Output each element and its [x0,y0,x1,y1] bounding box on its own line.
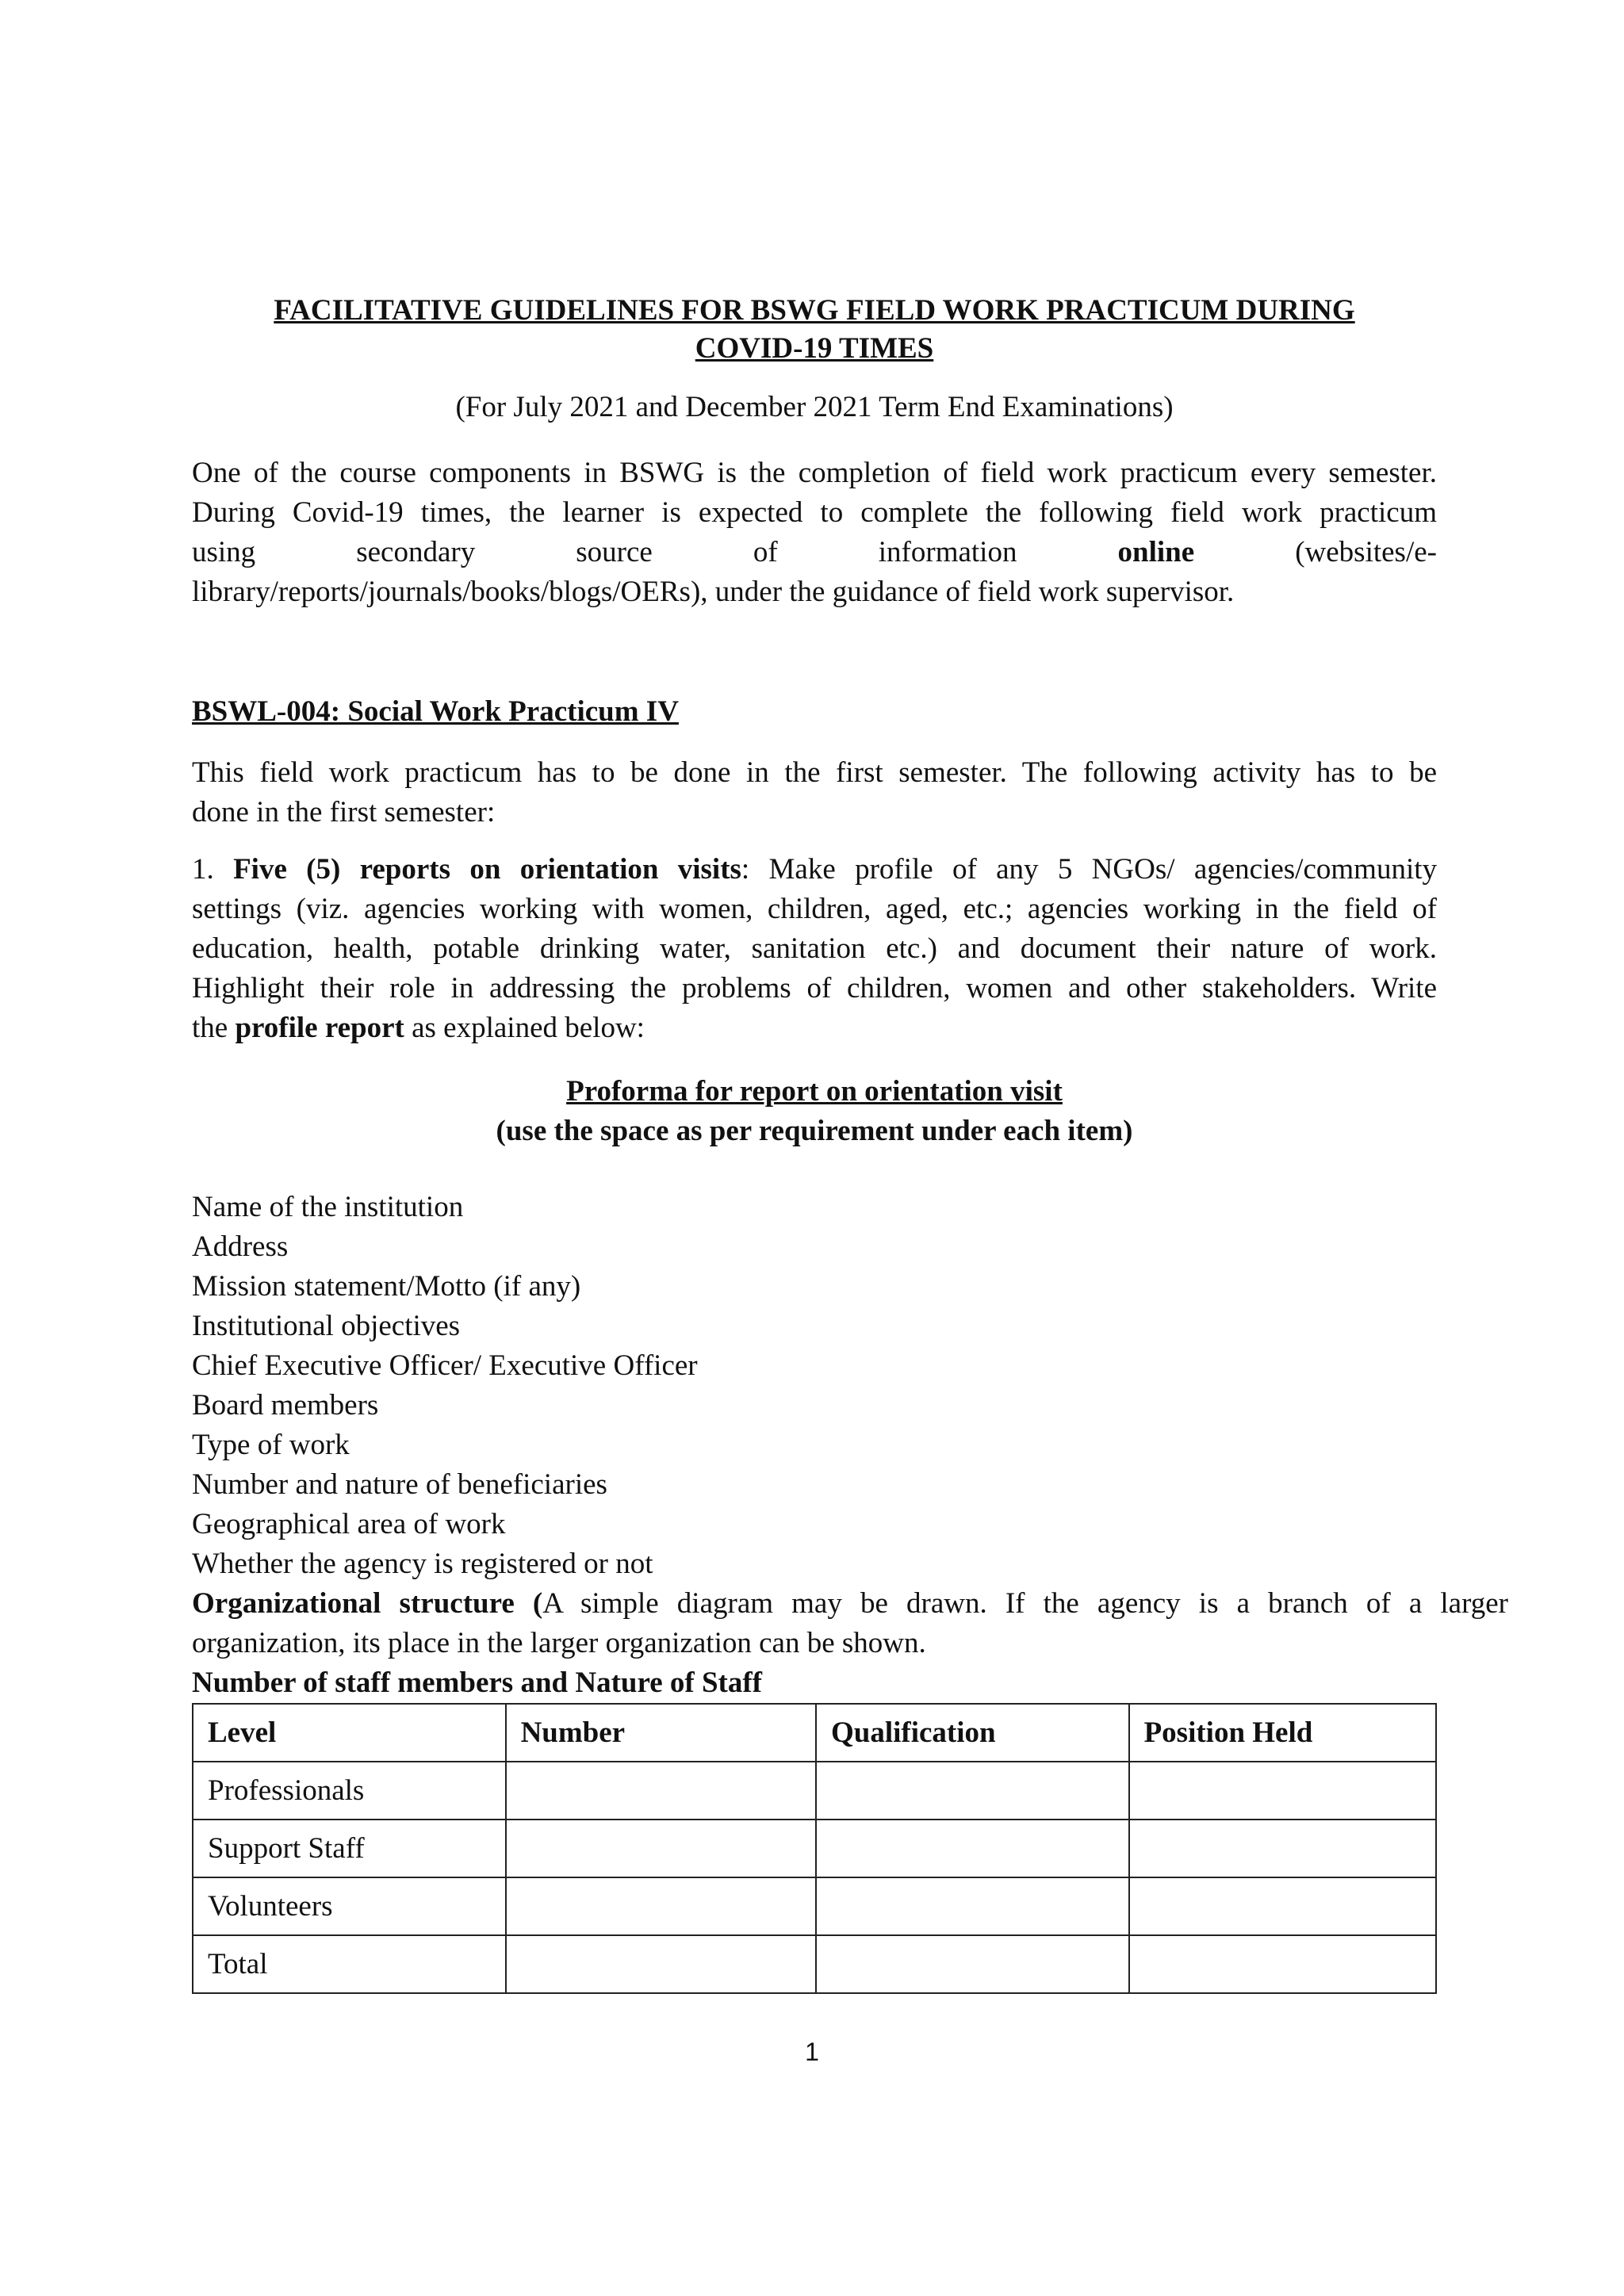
intro-line-3-text: using secondary source of information [192,536,1118,568]
proforma-subtitle: (use the space as per requirement under each item) [496,1115,1133,1147]
table-cell [816,1820,1129,1877]
table-cell [506,1877,816,1935]
table-row [193,1877,1436,1935]
header-position-held: Position Held [1129,1704,1436,1762]
title-line-1: FACILITATIVE GUIDELINES FOR BSWG FIELD WORK PRACTICUM DURING [274,294,1355,327]
table-header-row [193,1704,1436,1762]
org-structure-bold: Organizational structure ( [192,1587,543,1620]
table-cell [816,1935,1129,1993]
staff-heading: Number of staff members and Nature of Staff [192,1667,763,1699]
header-level: Level [193,1704,506,1762]
table-cell [816,1877,1129,1935]
table-row [193,1762,1436,1820]
field-item: Whether the agency is registered or not [192,1548,653,1580]
section-para-line-2: done in the first semester: [192,796,496,828]
table-row [193,1820,1436,1877]
item-1-paragraph [192,850,1437,1048]
table-cell [1129,1935,1436,1993]
section-heading: BSWL-004: Social Work Practicum IV [192,695,679,728]
section-para-line-1: This field work practicum has to be done in the first semester. The following activity has to be [192,756,1437,789]
header-number: Number [506,1704,816,1762]
title-line-2: COVID-19 TIMES [695,332,934,365]
document-subtitle: (For July 2021 and December 2021 Term End Examinations) [455,391,1174,423]
item-1-line-1 [192,850,1437,890]
staff-table [192,1703,1437,1994]
table-cell [1129,1877,1436,1935]
proforma-title: Proforma for report on orientation visit [566,1075,1063,1108]
field-item: Geographical area of work [192,1508,506,1540]
org-structure-line-1 [192,1584,1508,1624]
org-structure-rest: A simple diagram may be drawn. If the agency is a branch of a larger [542,1587,1508,1620]
field-item: Type of work [192,1429,350,1461]
proforma-fields [192,1188,1508,1703]
intro-paragraph [192,453,1437,612]
field-item: Board members [192,1389,379,1422]
item-1-line-2: settings (viz. agencies working with women, children, aged, etc.; agencies working in the field of [192,893,1437,925]
field-item: Institutional objectives [192,1310,461,1342]
item-1-bold: Five (5) reports on orientation visits [233,853,741,886]
table-cell [816,1762,1129,1820]
item-1-line-5-pre: the [192,1012,236,1044]
section-paragraph [192,753,1437,832]
item-1-profile-report: profile report [235,1012,404,1044]
table-cell [1129,1762,1436,1820]
item-1-line-4: Highlight their role in addressing the problems of children, women and other stakeholders. Write [192,972,1437,1004]
row-label: Professionals [193,1762,506,1820]
row-label: Total [193,1935,506,1993]
field-item: Mission statement/Motto (if any) [192,1270,581,1303]
field-item: Chief Executive Officer/ Executive Officer [192,1349,698,1382]
table-row [193,1935,1436,1993]
intro-line-1: One of the course components in BSWG is the completion of field work practicum every semester. [192,457,1437,489]
page-number: 1 [805,2038,819,2066]
row-label: Volunteers [193,1877,506,1935]
field-item: Address [192,1230,289,1263]
item-1-line-3: education, health, potable drinking water, sanitation etc.) and document their nature of work. [192,932,1437,965]
item-1-line-5-post: as explained below: [404,1012,645,1044]
table-cell [1129,1820,1436,1877]
proforma-heading [192,1072,1437,1151]
document-title [192,292,1437,368]
intro-line-3 [192,533,1437,572]
intro-line-4: library/reports/journals/books/blogs/OERs), under the guidance of field work supervisor. [192,576,1235,608]
table-cell [506,1762,816,1820]
field-item: Number and nature of beneficiaries [192,1468,607,1501]
org-structure-line-2: organization, its place in the larger organization can be shown. [192,1627,926,1659]
header-qualification: Qualification [816,1704,1129,1762]
intro-line-3-tail: (websites/e- [1194,536,1437,568]
table-cell [506,1935,816,1993]
intro-online-bold: online [1117,536,1195,568]
item-1-line-5 [192,1008,1437,1048]
row-label: Support Staff [193,1820,506,1877]
item-1-number: 1. [192,853,234,886]
item-1-line-1-rest: : Make profile of any 5 NGOs/ agencies/community [741,853,1438,886]
table-cell [506,1820,816,1877]
intro-line-2: During Covid-19 times, the learner is expected to complete the following field work practicum [192,496,1437,529]
field-item: Name of the institution [192,1191,464,1223]
